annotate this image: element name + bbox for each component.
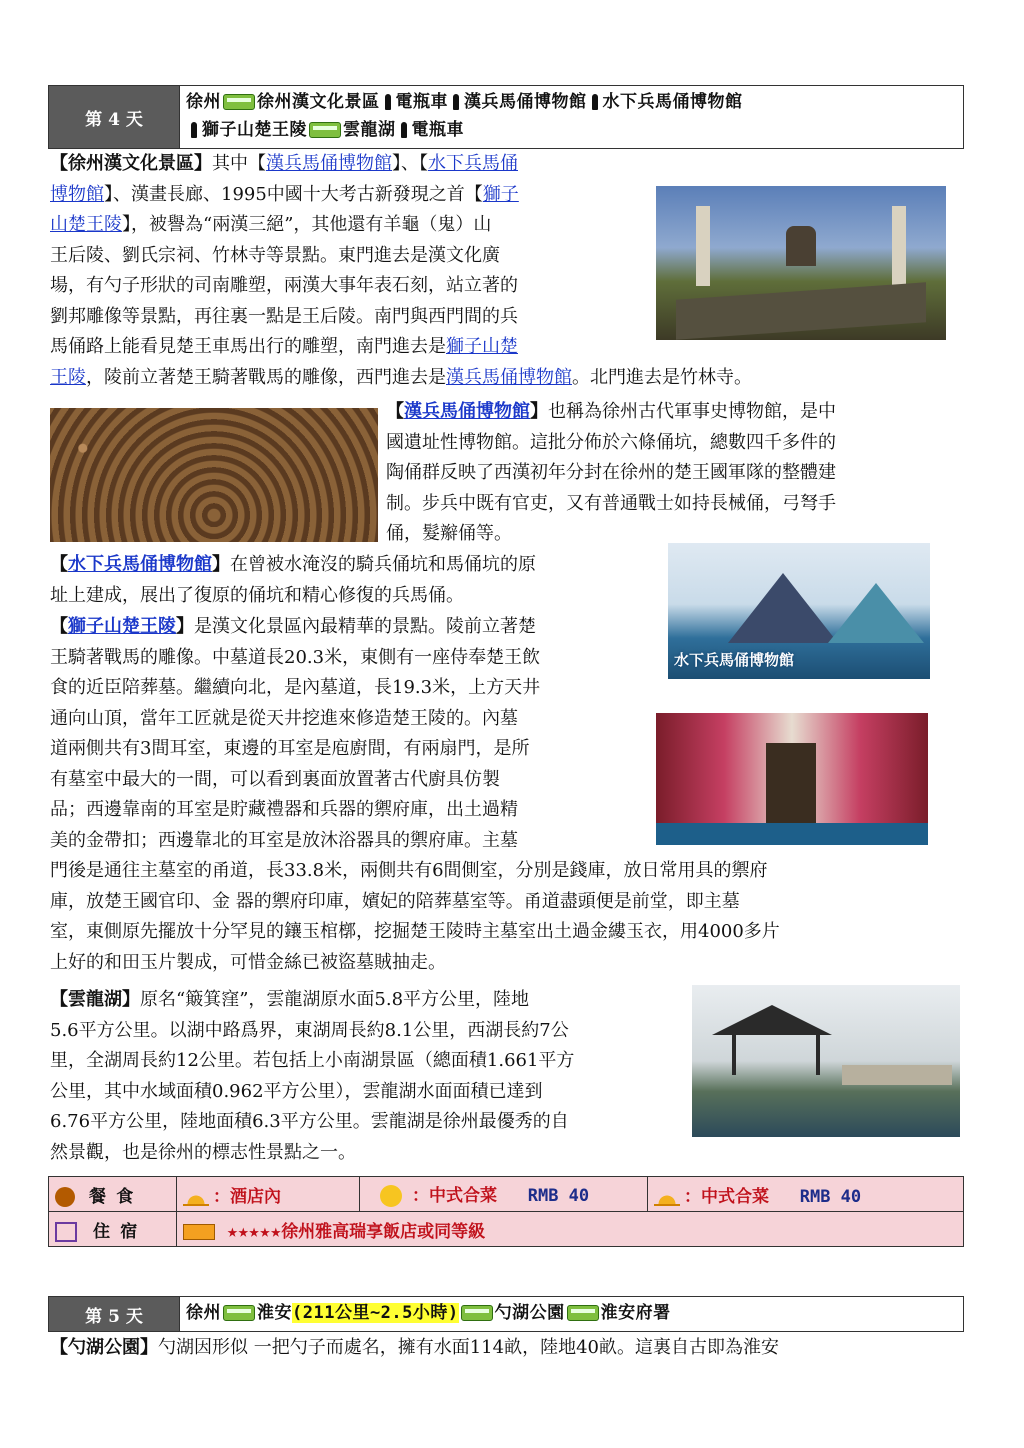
- text: 6.76平方公里，陸地面積6.3平方公里。雲龍湖是徐州最優秀的自: [50, 1111, 569, 1132]
- text: 王后陵、劉氏宗祠、竹林寺等景點。東門進去是漢文化廣: [50, 244, 500, 266]
- text: 是漢文化景區內最精華的景點。陵前立著楚: [194, 616, 536, 637]
- underwater-museum-paragraph: [50, 550, 670, 611]
- meals-label: 餐 食: [89, 1186, 134, 1207]
- section-title: 【徐州漢文化景區】: [50, 153, 212, 174]
- dinner-text: ：中式合菜: [684, 1186, 769, 1207]
- text: 俑，髮辮俑等。: [386, 523, 512, 544]
- person-icon: [453, 94, 459, 110]
- text: 國遺址性博物館。這批分佈於六條俑坑，總數四千多件的: [386, 431, 836, 453]
- bracket: 】: [212, 554, 230, 575]
- text: 】、漢畫長廊、1995中國十大考古新發現之首【: [104, 183, 483, 205]
- route-stop: 水下兵馬俑博物館: [602, 92, 743, 112]
- meals-lodging-table: [48, 1176, 964, 1247]
- text: 原名“簸箕窪”，雲龍湖原水面5.8平方公里，陸地: [140, 989, 530, 1010]
- bracket: 】: [530, 401, 548, 422]
- person-icon: [401, 122, 407, 138]
- text: 】，被譽為“兩漢三絕”，其他還有羊龜（鬼）山: [122, 214, 492, 235]
- bracket: 【: [386, 401, 404, 422]
- link-han-terracotta[interactable]: 漢兵馬俑博物館: [266, 153, 392, 174]
- text: 。北門進去是竹林寺。: [572, 366, 752, 388]
- han-culture-paragraph: [50, 149, 960, 393]
- text: 上好的和田玉片製成，可惜金絲已被盜墓賊抽走。: [50, 951, 446, 973]
- text: 品；西邊靠南的耳室是貯藏禮器和兵器的禦府庫，出土過精: [50, 799, 518, 820]
- text: 食的近臣陪葬墓。繼續向北，是內墓道，長19.3米，上方天井: [50, 677, 541, 698]
- route-stop: 淮安府署: [600, 1303, 671, 1323]
- text: 然景觀，也是徐州的標志性景點之一。: [50, 1141, 356, 1163]
- dinner-price: RMB 40: [799, 1186, 862, 1207]
- bracket: 【: [50, 554, 68, 575]
- link-han-terracotta[interactable]: 漢兵馬俑博物館: [446, 366, 572, 388]
- text: 其中【: [212, 153, 266, 174]
- lunch-text: ：中式合菜: [412, 1186, 497, 1206]
- text: 通向山頂，當年工匠就是從天井挖進來修造楚王陵的。內墓: [50, 707, 518, 729]
- underwater-museum-caption: 水下兵馬俑博物館: [674, 651, 795, 669]
- breakfast-cell: [177, 1177, 360, 1212]
- person-icon: [592, 94, 598, 110]
- lodging-label-cell: [49, 1212, 177, 1247]
- day4-route: [180, 86, 963, 148]
- link-shizishan[interactable]: 獅子: [482, 183, 519, 205]
- route-distance: (211公里~2.5小時): [292, 1303, 459, 1323]
- route-stop: 電瓶車: [411, 120, 464, 140]
- hotel-cell: [177, 1212, 964, 1247]
- han-terracotta-paragraph: [386, 397, 966, 550]
- route-stop: 淮安: [257, 1303, 292, 1323]
- text: 里，全湖周長約12公里。若包括上小南湖景區（總面積1.661平方: [50, 1050, 575, 1071]
- lunch-cell: [360, 1177, 648, 1212]
- yunlong-lake-paragraph: [50, 985, 690, 1168]
- route-stop: 徐州漢文化景區: [257, 92, 380, 112]
- text: 門後是通往主墓室的甬道，長33.8米，兩側共有6間側室，分別是錢庫，放日常用具的禦府: [50, 860, 768, 881]
- text: 勺湖因形似 一把勺子而處名，擁有水面114畝，陸地40畝。這裏自古即為淮安: [158, 1337, 779, 1358]
- yunlong-lake-photo: [692, 985, 960, 1137]
- bus-icon: [223, 94, 255, 110]
- text: ，陵前立著楚王騎著戰馬的雕像，西門進去是: [86, 366, 446, 388]
- bus-icon: [567, 1305, 599, 1321]
- link-shizishan[interactable]: 王陵: [50, 366, 86, 388]
- day5-header: [48, 1296, 964, 1332]
- bus-icon: [309, 122, 341, 138]
- dinner-cell: [648, 1177, 964, 1212]
- route-stop: 獅子山楚王陵: [202, 120, 307, 140]
- link-han-terracotta[interactable]: 漢兵馬俑博物館: [404, 401, 530, 422]
- bracket: 【: [50, 616, 68, 637]
- meals-row: [49, 1177, 964, 1212]
- text: 在曾被水淹沒的騎兵俑坑和馬俑坑的原: [230, 554, 536, 575]
- route-stop: 漢兵馬俑博物館: [464, 92, 587, 112]
- bracket: 】: [176, 616, 194, 637]
- text: 址上建成，展出了復原的俑坑和精心修復的兵馬俑。: [50, 584, 464, 606]
- breakfast-text: ：酒店內: [213, 1186, 281, 1207]
- link-shizishan[interactable]: 獅子山楚王陵: [68, 616, 176, 637]
- text: 王騎著戰馬的雕像。中墓道長20.3米，東側有一座侍奉楚王飲: [50, 646, 541, 668]
- shizishan-paragraph: [50, 612, 960, 978]
- sunset-icon: [654, 1188, 680, 1206]
- link-shizishan[interactable]: 獅子山楚: [446, 336, 518, 357]
- terracotta-warriors-photo: [50, 408, 378, 542]
- route-stop: 徐州: [186, 1303, 221, 1323]
- text: 劉邦雕像等景點，再往裏一點是王后陵。南門與西門間的兵: [50, 305, 518, 327]
- link-shizishan[interactable]: 山楚王陵: [50, 214, 122, 235]
- route-stop: 勺湖公園: [494, 1303, 565, 1323]
- text: 5.6平方公里。以湖中路爲界，東湖周長約8.1公里，西湖長約7公: [50, 1019, 569, 1041]
- text: 有墓室中最大的一間，可以看到裏面放置著古代廚具仿製: [50, 768, 500, 790]
- text: 制。步兵中既有官吏，又有普通戰士如持長械俑，弓弩手: [386, 492, 836, 514]
- lodging-row: [49, 1212, 964, 1247]
- house-icon: [55, 1222, 77, 1242]
- bus-icon: [461, 1305, 493, 1321]
- link-underwater-museum[interactable]: 水下兵馬俑: [428, 153, 518, 174]
- text: 陶俑群反映了西漢初年分封在徐州的楚王國軍隊的整體建: [386, 462, 836, 483]
- text: 】、【: [392, 153, 428, 174]
- lunch-price: RMB 40: [527, 1186, 590, 1206]
- link-underwater-museum[interactable]: 博物館: [50, 183, 104, 205]
- sunrise-icon: [183, 1188, 209, 1206]
- bed-icon: [183, 1224, 215, 1240]
- link-underwater-museum[interactable]: 水下兵馬俑博物館: [68, 554, 212, 575]
- meals-label-cell: [49, 1177, 177, 1212]
- text: 也稱為徐州古代軍事史博物館，是中: [548, 401, 836, 422]
- text: 場，有勺子形狀的司南雕塑，兩漢大事年表石刻，站立著的: [50, 275, 518, 296]
- day4-label: 第 4 天: [49, 86, 180, 148]
- day5-route: [180, 1297, 963, 1331]
- route-stop: 雲龍湖: [343, 120, 396, 140]
- star-rating: ★★★★★: [227, 1220, 282, 1242]
- section-title: 【雲龍湖】: [50, 989, 140, 1010]
- section-title: 【勺湖公園】: [50, 1337, 158, 1358]
- fork-knife-icon: [55, 1187, 75, 1207]
- bus-icon: [223, 1305, 255, 1321]
- day5-label: 第 5 天: [49, 1297, 180, 1331]
- shaohu-park-paragraph: [50, 1333, 960, 1364]
- lodging-label: 住 宿: [93, 1221, 138, 1242]
- text: 道兩側共有3間耳室，東邊的耳室是庖廚間，有兩扇門，是所: [50, 738, 530, 759]
- text: 庫，放楚王國官印、金 器的禦府印庫，嬪妃的陪葬墓室等。甬道盡頭便是前堂，即主墓: [50, 890, 740, 912]
- route-stop: 徐州: [186, 92, 221, 112]
- route-stop: 電瓶車: [395, 92, 448, 112]
- sun-icon: [380, 1185, 402, 1207]
- hotel-name: 徐州雅高瑞享飯店或同等級: [281, 1221, 486, 1242]
- text: 室，東側原先擺放十分罕見的鑲玉棺槨，挖掘楚王陵時主墓室出土過金縷玉衣，用4000多片: [50, 921, 780, 942]
- text: 公里，其中水域面積0.962平方公里），雲龍湖水面面積已達到: [50, 1080, 543, 1102]
- text: 馬俑路上能看見楚王車馬出行的雕塑，南門進去是: [50, 336, 446, 357]
- person-icon: [191, 122, 197, 138]
- person-icon: [385, 94, 391, 110]
- day4-header: [48, 85, 964, 149]
- text: 美的金帶扣；西邊靠北的耳室是放沐浴器具的禦府庫。主墓: [50, 829, 518, 851]
